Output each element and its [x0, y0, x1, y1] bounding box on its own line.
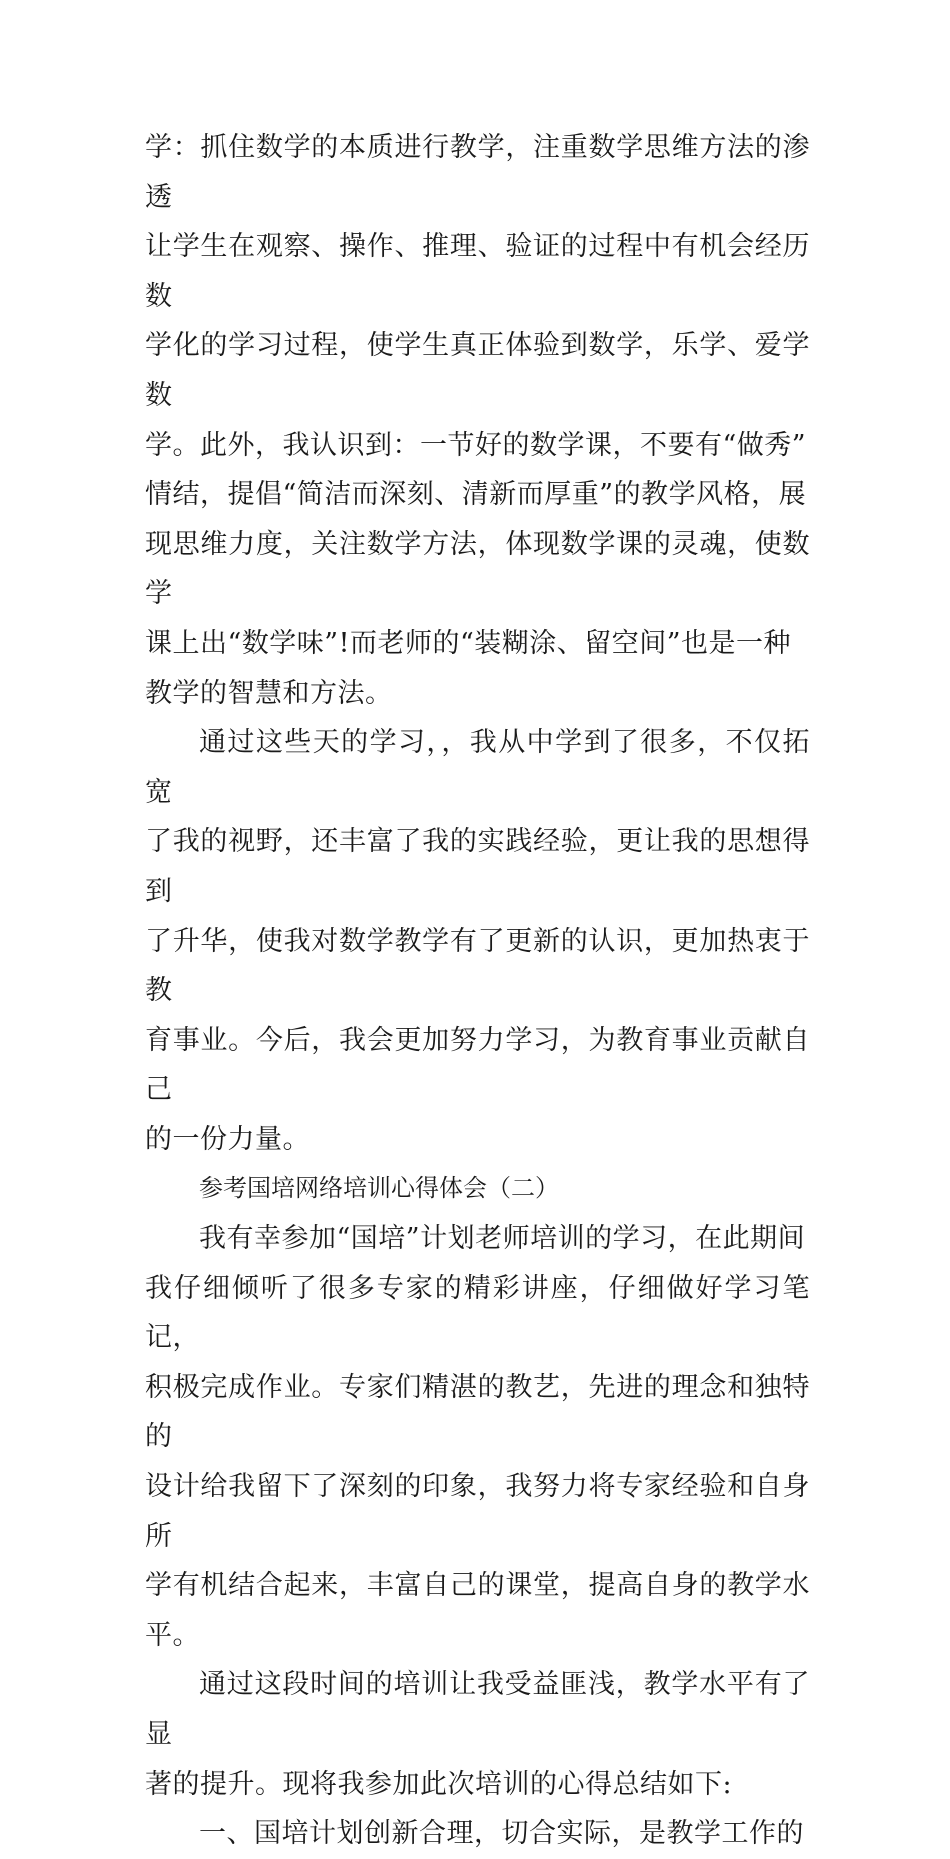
text-line: 积极完成作业。专家们精湛的教艺，先进的理念和独特的 [145, 1371, 810, 1453]
text-line: 的一份力量。 [145, 1123, 310, 1155]
paragraph-learning-gains [145, 718, 810, 1164]
paragraph-training-summary [145, 1660, 810, 1809]
text-line: 学化的学习过程，使学生真正体验到数学，乐学、爱学数 [145, 330, 810, 411]
text-line: 一、国培计划创新合理，切合实际，是教学工作的 [199, 1818, 804, 1850]
text-line: 学有机结合起来，丰富自己的课堂，提高自身的教学水平。 [145, 1570, 810, 1651]
text-line: 育事业。今后，我会更加努力学习，为教育事业贡献自己 [145, 1024, 810, 1106]
text-line: 学。此外，我认识到：一节好的数学课，不要有“做秀” [145, 429, 807, 461]
text-line: 了升华，使我对数学教学有了更新的认识，更加热衷于教 [145, 925, 810, 1007]
text-line: 情结，提倡“简洁而深刻、清新而厚重”的教学风格，展 [145, 479, 807, 511]
text-line: 著的提升。现将我参加此次培训的心得总结如下: [145, 1768, 733, 1800]
paragraph-guopei-participation [145, 1214, 810, 1660]
text-line: 设计给我留下了深刻的印象，我努力将专家经验和自身所 [145, 1471, 810, 1552]
text-line: 通过这段时间的培训让我受益匪浅，教学水平有了显 [145, 1669, 810, 1750]
text-line: 通过这些天的学习，，我从中学到了很多，不仅拓宽 [145, 727, 810, 808]
text-line: 课上出“数学味”!而老师的“装糊涂、留空间”也是一种 [145, 627, 792, 659]
text-line: 我仔细倾听了很多专家的精彩讲座，仔细做好学习笔记， [145, 1272, 810, 1354]
text-line: 现思维力度，关注数学方法，体现数学课的灵魂，使数学 [145, 528, 810, 610]
text-line: 我有幸参加“国培”计划老师培训的学习，在此期间 [199, 1223, 806, 1255]
text-line: 让学生在观察、操作、推理、验证的过程中有机会经历数 [145, 231, 810, 312]
text-line: 学：抓住数学的本质进行教学，注重数学思维方法的渗透 [145, 132, 810, 213]
paragraph-point-one [145, 1809, 810, 1859]
section-heading [145, 1164, 810, 1214]
document-body [145, 123, 810, 1859]
heading-text: 参考国培网络培训心得体会（二） [199, 1174, 559, 1203]
paragraph-math-teaching [145, 123, 810, 718]
text-line: 教学的智慧和方法。 [145, 677, 393, 709]
text-line: 了我的视野，还丰富了我的实践经验，更让我的思想得到 [145, 826, 810, 907]
